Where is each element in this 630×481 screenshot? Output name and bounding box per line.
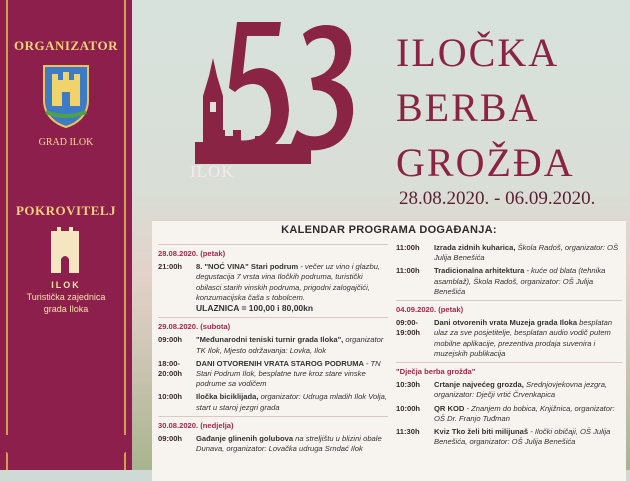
calendar-event — [396, 380, 622, 400]
tz-ilok-logo-text: ILOK — [51, 280, 81, 290]
calendar-left-column — [158, 243, 388, 457]
event-details: Srednjovjekovna jezgra, organizator: Dječji vrtić Črvenkapica — [434, 380, 608, 400]
separator-line — [158, 244, 388, 245]
calendar-event — [396, 266, 622, 297]
separator-line — [158, 317, 388, 318]
separator-line — [396, 362, 622, 363]
event-details: - TN Stari Podrum Ilok, besplatne ture kroz stare vinske podrume sa vodičem — [196, 358, 381, 389]
event-details: na streljištu u blizini obale Dunava, organizator: Lovačka udruga Srndać Ilok — [196, 434, 382, 454]
event-time: 10:00h — [158, 392, 183, 402]
event-title: Izrada zidnih kuharica, — [434, 243, 518, 252]
event-details: - kuće od blata (tehnika asamblaž), Škola Radoš, organizator: OŠ Julija Benešića — [434, 266, 606, 296]
title-line-ilocka: ILOČKA — [396, 30, 560, 75]
event-title: Crtanje najvećeg grozda, — [434, 380, 526, 390]
ilok-coat-of-arms-icon — [40, 62, 92, 128]
calendar-event — [396, 243, 622, 263]
event-description — [434, 266, 622, 297]
event-description — [434, 243, 622, 263]
event-details: besplatan ulaz za sve posjetitelje, besplatan audio vodič putem mobilne aplikacije, prezentiva prodaja suvenira i muzejskih publikacija — [434, 318, 613, 358]
event-details: - Iločki običaji, OŠ Julija Benešića, organizator: OŠ Julija Benešića — [434, 427, 611, 447]
separator-line — [158, 416, 388, 417]
pokrovitelj-heading: POKROVITELJ — [15, 203, 117, 218]
event-time: 10:30h — [396, 380, 421, 390]
event-description — [196, 335, 388, 355]
tourist-board-tower-icon — [48, 225, 82, 275]
event-time: 11:00h — [396, 266, 420, 276]
event-title: Iločka biciklijada, — [196, 392, 261, 402]
event-time: 11:30h — [396, 427, 420, 437]
calendar-right-column — [396, 243, 622, 450]
calendar-event — [158, 335, 388, 355]
event-description — [196, 359, 388, 390]
calendar-event — [396, 427, 622, 447]
event-description — [196, 392, 388, 412]
event-title: "Međunarodni teniski turnir grada Iloka", — [196, 335, 346, 345]
organizator-heading: ORGANIZATOR — [14, 38, 118, 53]
event-title: Tradicionalna arhitektura — [434, 266, 527, 276]
event-details: - Znanjem do bobica, Knjižnica, organizator: OŠ Dr. Franjo Tuđman — [434, 403, 615, 423]
event-title: Gađanje glinenih golubova — [196, 434, 296, 444]
event-details: - večer uz vino i glazbu, degustacija 7 vrsta vina Iločkih podruma, turistički obilasci starih vinskih podruma, prigodni zalogajčići, konzumacijska čaša s tobolcem. — [196, 262, 381, 302]
title-line-grozda: GROŽĐA — [396, 140, 575, 185]
calendar-event — [158, 262, 388, 314]
calendar-event — [158, 392, 388, 412]
event-description — [196, 434, 388, 454]
event-details: organizator: Udruga mladih Ilok Volja, start u staroj jezgri grada — [196, 392, 387, 412]
event-description — [434, 380, 622, 400]
event-details: organizator TK Ilok, Mjesto održavanja: Lovka, Ilok — [196, 335, 384, 355]
banner-scalloped-edge — [0, 435, 132, 475]
event-time: 11:00h — [396, 243, 420, 252]
event-title: DANI OTVORENIH VRATA STAROG PODRUMA — [196, 358, 366, 368]
banner-gold-line-right — [124, 0, 126, 470]
calendar-date-heading: 29.08.2020. (subota) — [158, 322, 231, 332]
calendar-date-heading: 28.08.2020. (petak) — [158, 249, 226, 258]
event-time: 21:00h — [158, 262, 183, 272]
title-line-berba: BERBA — [396, 85, 540, 130]
event-time: 09:00h — [158, 434, 183, 444]
event-title: QR KOD — [434, 403, 467, 413]
banner-gold-line-left — [6, 0, 8, 470]
event-details: Škola Radoš, organizator: OŠ Julija Benešića — [434, 243, 619, 263]
event-ticket-price: ULAZNICA = 100,00 i 80,00kn — [196, 303, 314, 314]
festival-dates: 28.08.2020. - 06.09.2020. — [399, 188, 596, 209]
event-description — [434, 318, 622, 359]
event-title: 8. "NOĆ VINA" Stari podrum — [196, 262, 301, 272]
calendar-event — [158, 359, 388, 390]
calendar-event — [158, 434, 388, 454]
calendar-event — [396, 318, 622, 359]
event-title: Dani otvorenih vrata Muzeja grada Iloka — [434, 318, 580, 328]
event-title: Kviz Tko želi biti milijunaš — [434, 427, 531, 437]
sponsor-banner — [0, 0, 132, 470]
event-time: 10:00h — [396, 403, 421, 413]
event-time: 18:00-20:00h — [158, 358, 183, 379]
calendar-date-heading: "Dječja berba grožđa" — [396, 367, 476, 377]
ilok-castle-label: ILOK — [190, 162, 235, 181]
calendar-date-heading: 04.09.2020. (petak) — [396, 305, 464, 315]
tz-name-line1: Turistička zajednica — [26, 292, 106, 302]
separator-line — [396, 300, 622, 301]
calendar-event — [396, 404, 622, 424]
grad-ilok-label: GRAD ILOK — [38, 137, 94, 148]
tz-name-line2: grada Iloka — [43, 304, 89, 314]
calendar-date-heading: 30.08.2020. (nedjelja) — [158, 420, 234, 430]
event-description — [196, 262, 388, 314]
event-time: 09:00-19:00h — [396, 318, 421, 338]
program-calendar — [152, 219, 626, 481]
event-time: 09:00h — [158, 335, 183, 345]
event-description — [434, 404, 622, 424]
calendar-title: KALENDAR PROGRAMA DOGAĐANJA: — [281, 224, 497, 236]
event-description — [434, 427, 622, 447]
